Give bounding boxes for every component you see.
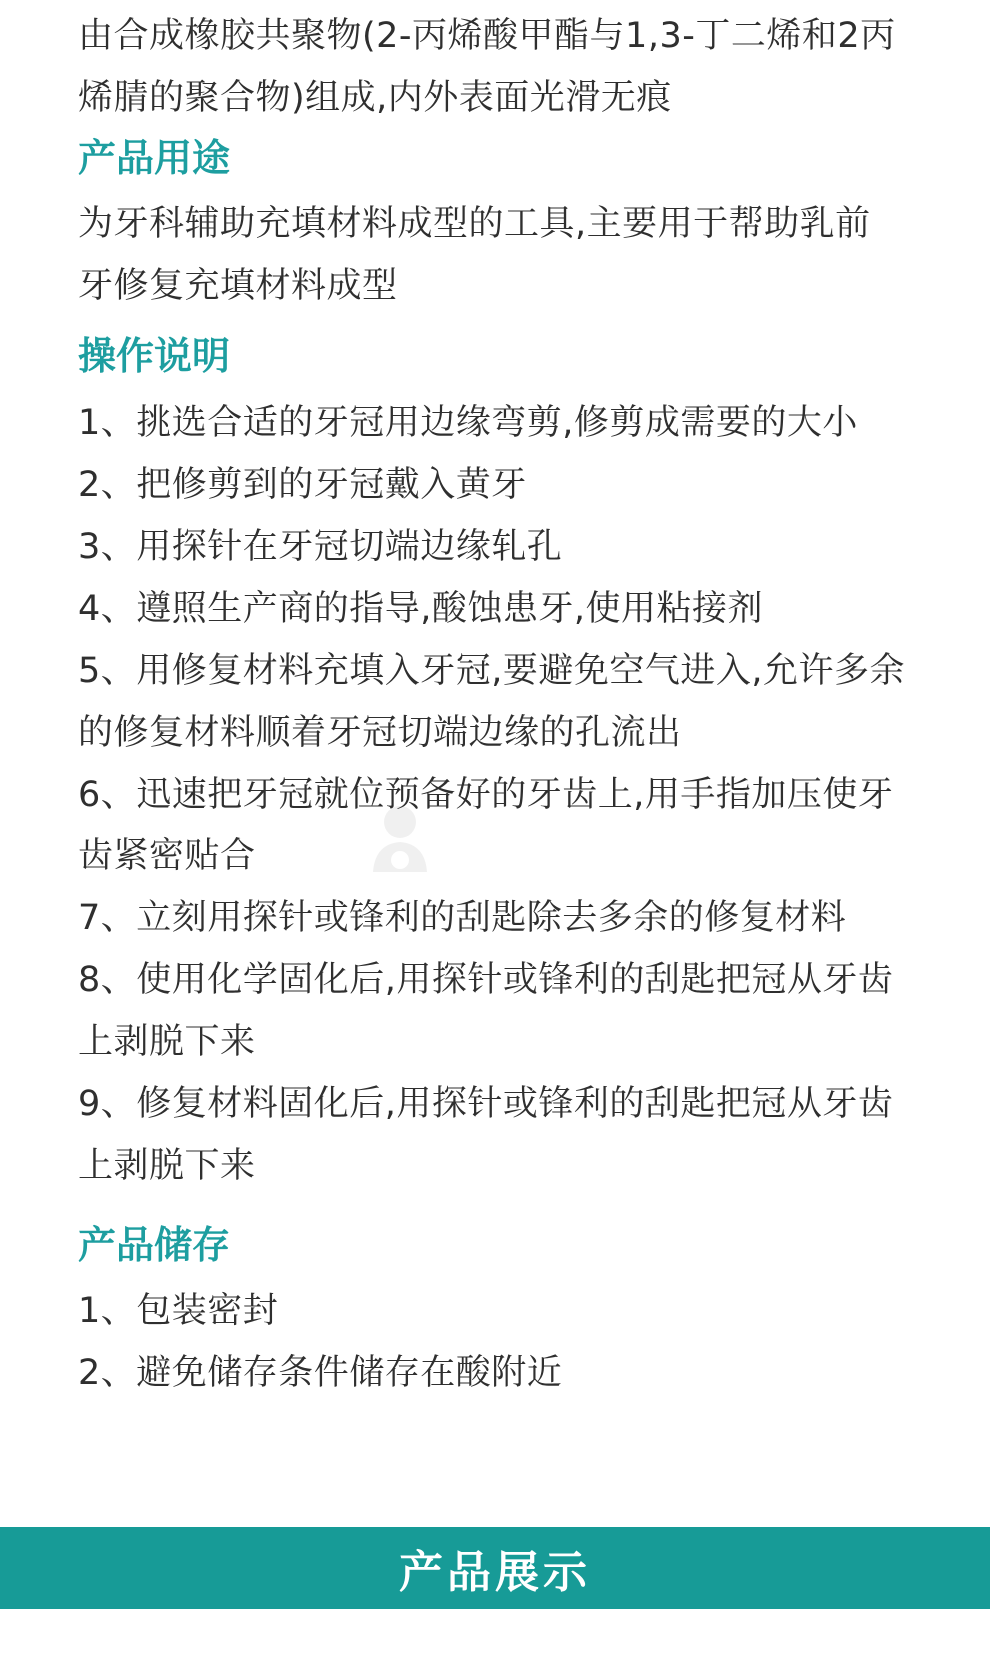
banner-title: 产品展示	[399, 1547, 591, 1598]
storage-heading: 产品储存	[78, 1223, 231, 1267]
operation-line-5: 5、用修复材料充填入牙冠,要避免空气进入,允许多余	[78, 651, 906, 691]
operation-line-3: 3、用探针在牙冠切端边缘轧孔	[78, 527, 563, 567]
intro-line-2: 烯腈的聚合物)组成,内外表面光滑无痕	[78, 78, 672, 118]
watermark-logo-icon	[365, 800, 435, 880]
operation-line-8: 齿紧密贴合	[78, 836, 256, 876]
storage-line-2: 2、避免储存条件储存在酸附近	[78, 1353, 563, 1393]
intro-line-1: 由合成橡胶共聚物(2-丙烯酸甲酯与1,3-丁二烯和2丙	[78, 16, 896, 56]
usage-line-2: 牙修复充填材料成型	[78, 266, 398, 306]
product-display-banner	[0, 1527, 990, 1609]
operation-line-11: 上剥脱下来	[78, 1022, 256, 1062]
operation-line-1: 1、挑选合适的牙冠用边缘弯剪,修剪成需要的大小	[78, 403, 858, 443]
operation-line-7: 6、迅速把牙冠就位预备好的牙齿上,用手指加压使牙	[78, 775, 894, 815]
operation-line-6: 的修复材料顺着牙冠切端边缘的孔流出	[78, 713, 682, 753]
storage-line-1: 1、包装密封	[78, 1291, 279, 1331]
operation-line-12: 9、修复材料固化后,用探针或锋利的刮匙把冠从牙齿	[78, 1084, 894, 1124]
usage-line-1: 为牙科辅助充填材料成型的工具,主要用于帮助乳前	[78, 204, 871, 244]
operation-line-9: 7、立刻用探针或锋利的刮匙除去多余的修复材料	[78, 898, 847, 938]
operation-heading: 操作说明	[78, 334, 231, 378]
operation-line-4: 4、遵照生产商的指导,酸蚀患牙,使用粘接剂	[78, 589, 764, 629]
operation-line-10: 8、使用化学固化后,用探针或锋利的刮匙把冠从牙齿	[78, 960, 894, 1000]
usage-heading: 产品用途	[78, 136, 231, 180]
operation-line-2: 2、把修剪到的牙冠戴入黄牙	[78, 465, 527, 505]
operation-line-13: 上剥脱下来	[78, 1146, 256, 1186]
